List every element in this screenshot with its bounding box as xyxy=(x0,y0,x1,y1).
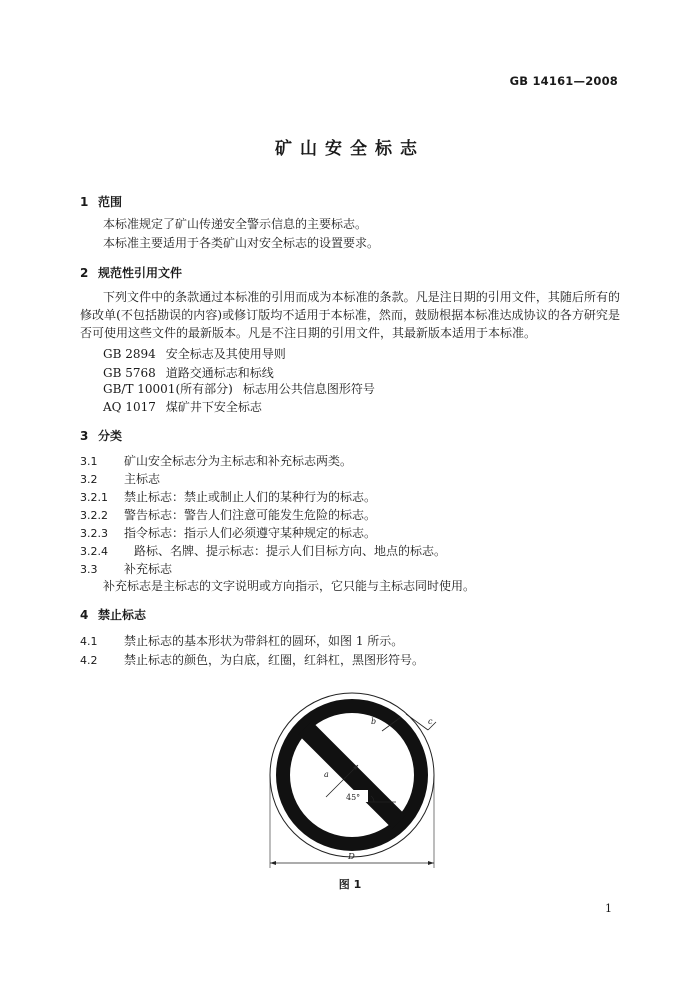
section-number: 3 xyxy=(80,429,89,443)
paragraph: 本标准规定了矿山传递安全警示信息的主要标志。 xyxy=(103,217,368,231)
paragraph: 本标准主要适用于各类矿山对安全标志的设置要求。 xyxy=(103,236,380,250)
page-title: 矿山安全标志 xyxy=(275,139,425,159)
reference-item xyxy=(103,380,375,397)
clause xyxy=(80,632,403,649)
clause xyxy=(80,542,446,559)
clause-number: 3.2.2 xyxy=(80,509,108,522)
clause-text: 指令标志：指示人们必须遵守某种规定的标志。 xyxy=(124,526,377,540)
diagonal-bar xyxy=(305,728,399,822)
figure-caption: 图 1 xyxy=(338,878,362,891)
section-number: 4 xyxy=(80,608,89,622)
reference-title: 道路交通标志和标线 xyxy=(165,366,274,380)
clause-text: 禁止标志：禁止或制止人们的某种行为的标志。 xyxy=(124,490,377,504)
arrow-head-right xyxy=(428,861,434,865)
clause xyxy=(80,560,172,577)
clause-number: 3.1 xyxy=(80,455,98,468)
label-angle: 45° xyxy=(346,793,361,802)
arrow-head-left xyxy=(270,861,276,865)
page-number: 1 xyxy=(605,902,612,915)
reference-item xyxy=(103,364,274,381)
clause-text: 补充标志 xyxy=(124,562,173,576)
section-1-heading xyxy=(80,193,122,210)
section-3-heading xyxy=(80,427,122,444)
reference-item xyxy=(103,398,262,415)
clause-number: 3.2.4 xyxy=(80,545,108,558)
paragraph: 下列文件中的条款通过本标准的引用而成为本标准的条款。凡是注日期的引用文件，其随后所有的修改单(不包括勘误的内容)或修订版均不适用于本标准，然而，鼓励根据本标准达成协议的各方研究是否可使用这些文件的最新版本。凡是不注日期的引用文件，其最新版本适用于本标准。 xyxy=(80,290,620,340)
label-a: a xyxy=(324,770,329,779)
clause-number: 3.2.3 xyxy=(80,527,108,540)
clause-text: 主标志 xyxy=(124,472,161,486)
clause xyxy=(80,524,376,541)
clause-number: 4.1 xyxy=(80,635,98,648)
label-d: D xyxy=(348,852,355,862)
clause-text: 禁止标志的颜色，为白底，红圈，红斜杠，黑图形符号。 xyxy=(124,653,425,667)
section-4-heading xyxy=(80,606,146,623)
clause-text: 矿山安全标志分为主标志和补充标志两类。 xyxy=(124,454,353,468)
section-title: 禁止标志 xyxy=(98,608,147,622)
section-title: 分类 xyxy=(98,429,123,443)
clause xyxy=(80,506,376,523)
reference-title: 安全标志及其使用导则 xyxy=(165,347,286,361)
reference-code: GB 5768 xyxy=(103,366,156,380)
section-title: 范围 xyxy=(98,195,123,209)
section-number: 2 xyxy=(80,266,89,280)
clause xyxy=(80,488,376,505)
clause xyxy=(80,452,352,469)
prohibition-sign-diagram xyxy=(256,692,456,872)
clause-number: 3.3 xyxy=(80,563,98,576)
reference-item xyxy=(103,345,286,362)
clause-text: 路标、名牌、提示标志：提示人们目标方向、地点的标志。 xyxy=(134,544,447,558)
reference-title: 标志用公共信息图形符号 xyxy=(242,382,375,396)
clause xyxy=(80,651,424,668)
section-title: 规范性引用文件 xyxy=(98,266,183,280)
clause-number: 3.2.1 xyxy=(80,491,108,504)
clause-number: 4.2 xyxy=(80,654,98,667)
figure-1 xyxy=(256,692,456,876)
section-2-heading xyxy=(80,264,182,281)
clause-number: 3.2 xyxy=(80,473,98,486)
paragraph: 补充标志是主标志的文字说明或方向指示，它只能与主标志同时使用。 xyxy=(103,579,476,593)
clause xyxy=(80,470,160,487)
reference-code: GB/T 10001(所有部分) xyxy=(103,382,233,396)
reference-code: GB 2894 xyxy=(103,347,156,361)
clause-text: 警告标志：警告人们注意可能发生危险的标志。 xyxy=(124,508,377,522)
label-c: c xyxy=(428,717,433,726)
section-number: 1 xyxy=(80,195,89,209)
reference-title: 煤矿井下安全标志 xyxy=(165,400,262,414)
reference-code: AQ 1017 xyxy=(103,400,156,414)
label-b: b xyxy=(371,717,377,726)
standard-code: GB 14161—2008 xyxy=(509,74,618,88)
clause-text: 禁止标志的基本形状为带斜杠的圆环，如图 1 所示。 xyxy=(124,634,404,648)
